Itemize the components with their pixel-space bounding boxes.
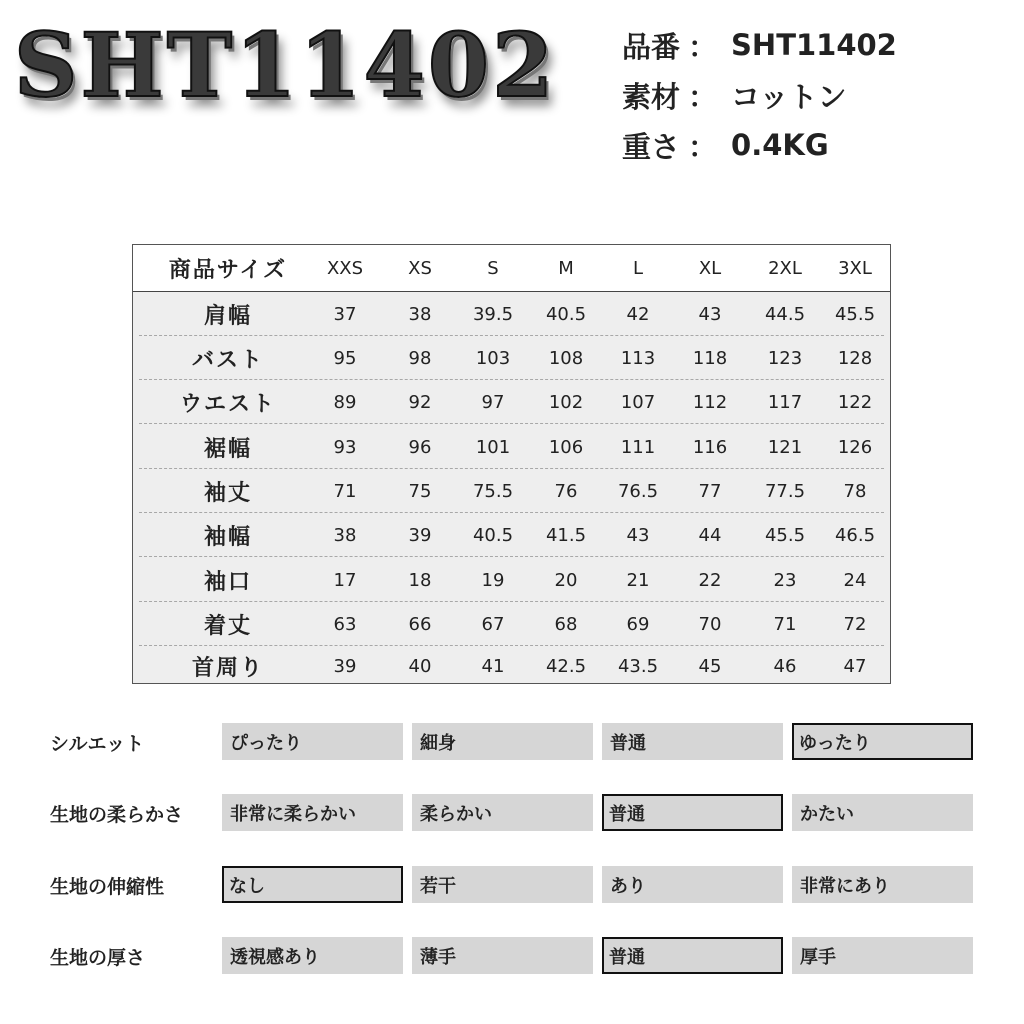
table-cell: 45.5 — [764, 524, 806, 546]
table-cell: 67 — [481, 613, 505, 635]
table-cell: 37 — [333, 303, 357, 325]
table-cell: 23 — [773, 569, 797, 591]
spec-key: 素材 — [622, 79, 681, 114]
spec-separator: ： — [688, 79, 718, 114]
table-cell: 106 — [548, 436, 584, 458]
measurement-label: 袖幅 — [203, 524, 252, 550]
table-cell: 43 — [626, 524, 650, 546]
table-cell: 76.5 — [617, 480, 659, 502]
table-cell: 71 — [333, 480, 357, 502]
table-cell: 44.5 — [764, 303, 806, 325]
table-cell: 102 — [548, 391, 584, 413]
table-cell: 40.5 — [545, 303, 587, 325]
measurement-label: バスト — [191, 347, 264, 373]
attribute-option: 非常に柔らかい — [222, 794, 403, 831]
attribute-label: シルエット — [50, 732, 145, 755]
measurement-label: 肩幅 — [203, 303, 252, 329]
table-cell: 93 — [333, 436, 357, 458]
table-cell: 116 — [692, 436, 728, 458]
measurement-label: ウエスト — [179, 391, 276, 417]
spec-row-weight — [622, 120, 1012, 170]
attribute-row-thickness — [0, 937, 1024, 975]
table-row — [133, 644, 890, 688]
spec-value: 0.4KG — [731, 128, 829, 162]
table-cell: 117 — [767, 391, 803, 413]
header-label: 商品サイズ — [168, 257, 288, 283]
table-cell: 45.5 — [834, 303, 876, 325]
size-header-m: M — [558, 257, 574, 279]
size-header-xl: XL — [698, 257, 722, 279]
spec-row-product-number — [622, 20, 1012, 70]
table-cell: 63 — [333, 613, 357, 635]
table-cell: 22 — [698, 569, 722, 591]
table-cell: 76 — [554, 480, 578, 502]
table-cell: 98 — [408, 347, 432, 369]
table-cell: 122 — [837, 391, 873, 413]
spec-key: 重さ — [622, 129, 681, 164]
table-cell: 19 — [481, 569, 505, 591]
table-cell: 96 — [408, 436, 432, 458]
size-header-xs: XS — [408, 257, 432, 279]
table-row — [133, 513, 890, 557]
attribute-label: 生地の厚さ — [50, 946, 146, 969]
attribute-option-selected: 普通 — [602, 937, 783, 974]
table-cell: 42.5 — [545, 655, 587, 677]
row-divider — [139, 556, 884, 557]
table-cell: 66 — [408, 613, 432, 635]
table-cell: 41 — [481, 655, 505, 677]
table-cell: 39.5 — [472, 303, 514, 325]
table-row — [133, 558, 890, 602]
size-header-xxs: XXS — [326, 257, 364, 279]
measurement-label: 着丈 — [203, 613, 252, 639]
table-cell: 43.5 — [617, 655, 659, 677]
size-header-2xl: 2XL — [768, 257, 802, 279]
spec-separator: ： — [688, 29, 718, 64]
table-cell: 40.5 — [472, 524, 514, 546]
measurement-label: 裾幅 — [203, 436, 252, 462]
product-specs — [622, 20, 1012, 170]
spec-row-material — [622, 70, 1012, 120]
table-cell: 46 — [773, 655, 797, 677]
table-row — [133, 380, 890, 424]
table-cell: 38 — [408, 303, 432, 325]
table-cell: 121 — [767, 436, 803, 458]
table-cell: 128 — [837, 347, 873, 369]
table-cell: 38 — [333, 524, 357, 546]
attribute-option: 厚手 — [792, 937, 973, 974]
spec-key: 品番 — [622, 29, 681, 64]
row-divider — [139, 423, 884, 424]
table-cell: 97 — [481, 391, 505, 413]
table-cell: 40 — [408, 655, 432, 677]
table-cell: 72 — [843, 613, 867, 635]
table-cell: 77 — [698, 480, 722, 502]
table-cell: 78 — [843, 480, 867, 502]
attribute-option-selected: ゆったり — [792, 723, 973, 760]
table-cell: 75.5 — [472, 480, 514, 502]
table-cell: 112 — [692, 391, 728, 413]
table-row — [133, 425, 890, 469]
attribute-label: 生地の柔らかさ — [50, 803, 184, 826]
table-cell: 47 — [843, 655, 867, 677]
table-cell: 18 — [408, 569, 432, 591]
attribute-option: 若干 — [412, 866, 593, 903]
table-cell: 24 — [843, 569, 867, 591]
product-code-logo: SHT11402 — [14, 13, 557, 117]
measurement-label: 首周り — [191, 655, 264, 681]
table-cell: 113 — [620, 347, 656, 369]
attribute-option: かたい — [792, 794, 973, 831]
table-cell: 126 — [837, 436, 873, 458]
size-chart-table — [132, 244, 891, 684]
table-cell: 92 — [408, 391, 432, 413]
size-header-l: L — [632, 257, 644, 279]
table-cell: 42 — [626, 303, 650, 325]
attribute-option-selected: なし — [222, 866, 403, 903]
spec-value: SHT11402 — [731, 28, 897, 62]
attribute-option: 柔らかい — [412, 794, 593, 831]
table-cell: 103 — [475, 347, 511, 369]
attribute-row-stretch — [0, 866, 1024, 904]
table-cell: 20 — [554, 569, 578, 591]
table-cell: 21 — [626, 569, 650, 591]
spec-value: コットン — [731, 79, 847, 114]
table-row — [133, 336, 890, 380]
table-cell: 108 — [548, 347, 584, 369]
table-cell: 69 — [626, 613, 650, 635]
table-cell: 39 — [333, 655, 357, 677]
table-cell: 43 — [698, 303, 722, 325]
table-cell: 46.5 — [834, 524, 876, 546]
table-cell: 75 — [408, 480, 432, 502]
attribute-row-softness — [0, 794, 1024, 832]
table-cell: 71 — [773, 613, 797, 635]
table-cell: 118 — [692, 347, 728, 369]
table-cell: 70 — [698, 613, 722, 635]
measurement-label: 袖丈 — [203, 480, 252, 506]
table-cell: 89 — [333, 391, 357, 413]
attribute-option: 非常にあり — [792, 866, 973, 903]
attribute-option: あり — [602, 866, 783, 903]
attribute-option: ぴったり — [222, 723, 403, 760]
attribute-row-silhouette — [0, 723, 1024, 761]
table-cell: 44 — [698, 524, 722, 546]
attribute-option: 細身 — [412, 723, 593, 760]
table-row — [133, 292, 890, 336]
size-header-3xl: 3XL — [838, 257, 872, 279]
attribute-option: 普通 — [602, 723, 783, 760]
attribute-option-selected: 普通 — [602, 794, 783, 831]
table-cell: 41.5 — [545, 524, 587, 546]
size-header-s: S — [487, 257, 499, 279]
table-cell: 101 — [475, 436, 511, 458]
table-cell: 111 — [620, 436, 656, 458]
measurement-label: 袖口 — [203, 569, 252, 595]
table-row — [133, 602, 890, 646]
table-cell: 95 — [333, 347, 357, 369]
table-cell: 107 — [620, 391, 656, 413]
table-cell: 123 — [767, 347, 803, 369]
attribute-option: 透視感あり — [222, 937, 403, 974]
table-cell: 68 — [554, 613, 578, 635]
table-row — [133, 469, 890, 513]
table-cell: 45 — [698, 655, 722, 677]
table-cell: 39 — [408, 524, 432, 546]
table-cell: 17 — [333, 569, 357, 591]
table-cell: 77.5 — [764, 480, 806, 502]
attribute-label: 生地の伸縮性 — [50, 875, 165, 898]
attribute-option: 薄手 — [412, 937, 593, 974]
size-table-header — [133, 245, 890, 292]
spec-separator: ： — [688, 129, 718, 164]
